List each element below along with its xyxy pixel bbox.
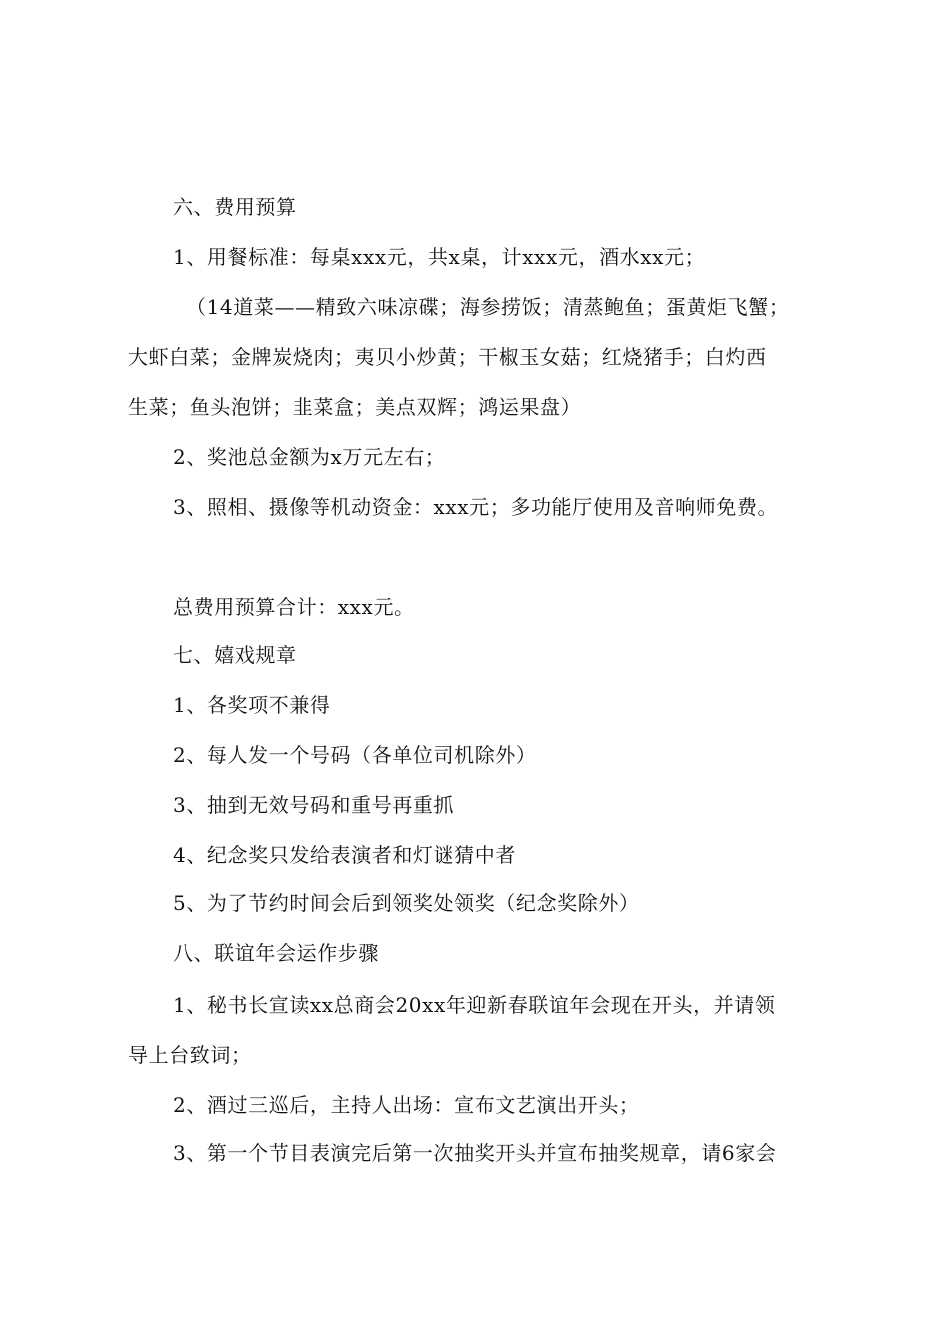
menu-line-1: （14道菜——精致六味凉碟；海参捞饭；清蒸鲍鱼；蛋黄炬飞蟹； — [186, 295, 790, 319]
rule-item-5: 5、为了节约时间会后到领奖处领奖（纪念奖除外） — [173, 891, 640, 915]
budget-item-3: 3、照相、摄像等机动资金：xxx元；多功能厅使用及音响师免费。 — [173, 495, 779, 519]
rule-item-3: 3、抽到无效号码和重号再重抓 — [173, 793, 455, 817]
budget-item-2: 2、奖池总金额为x万元左右； — [173, 445, 446, 469]
budget-total: 总费用预算合计：xxx元。 — [173, 595, 415, 619]
step-item-1: 1、秘书长宣读xx总商会20xx年迎新春联谊年会现在开头，并请领 — [173, 993, 776, 1017]
rule-item-2: 2、每人发一个号码（各单位司机除外） — [173, 743, 537, 767]
menu-line-3: 生菜；鱼头泡饼；韭菜盒；美点双辉；鸿运果盘） — [128, 395, 582, 419]
budget-item-1: 1、用餐标准：每桌xxx元，共x桌，计xxx元，酒水xx元； — [173, 245, 706, 269]
rule-item-1: 1、各奖项不兼得 — [173, 693, 331, 717]
step-item-2: 2、酒过三巡后，主持人出场：宣布文艺演出开头； — [173, 1093, 640, 1117]
step-item-3: 3、第一个节目表演完后第一次抽奖开头并宣布抽奖规章，请6家会 — [173, 1141, 777, 1165]
section-heading-steps: 八、联谊年会运作步骤 — [173, 941, 379, 965]
section-heading-rules: 七、嬉戏规章 — [173, 643, 297, 667]
rule-item-4: 4、纪念奖只发给表演者和灯谜猜中者 — [173, 843, 516, 867]
step-item-1-continued: 导上台致词； — [128, 1043, 252, 1067]
section-heading-budget: 六、费用预算 — [173, 195, 297, 219]
menu-line-2: 大虾白菜；金牌炭烧肉；夷贝小炒黄；干椒玉女菇；红烧猪手；白灼西 — [128, 345, 767, 369]
